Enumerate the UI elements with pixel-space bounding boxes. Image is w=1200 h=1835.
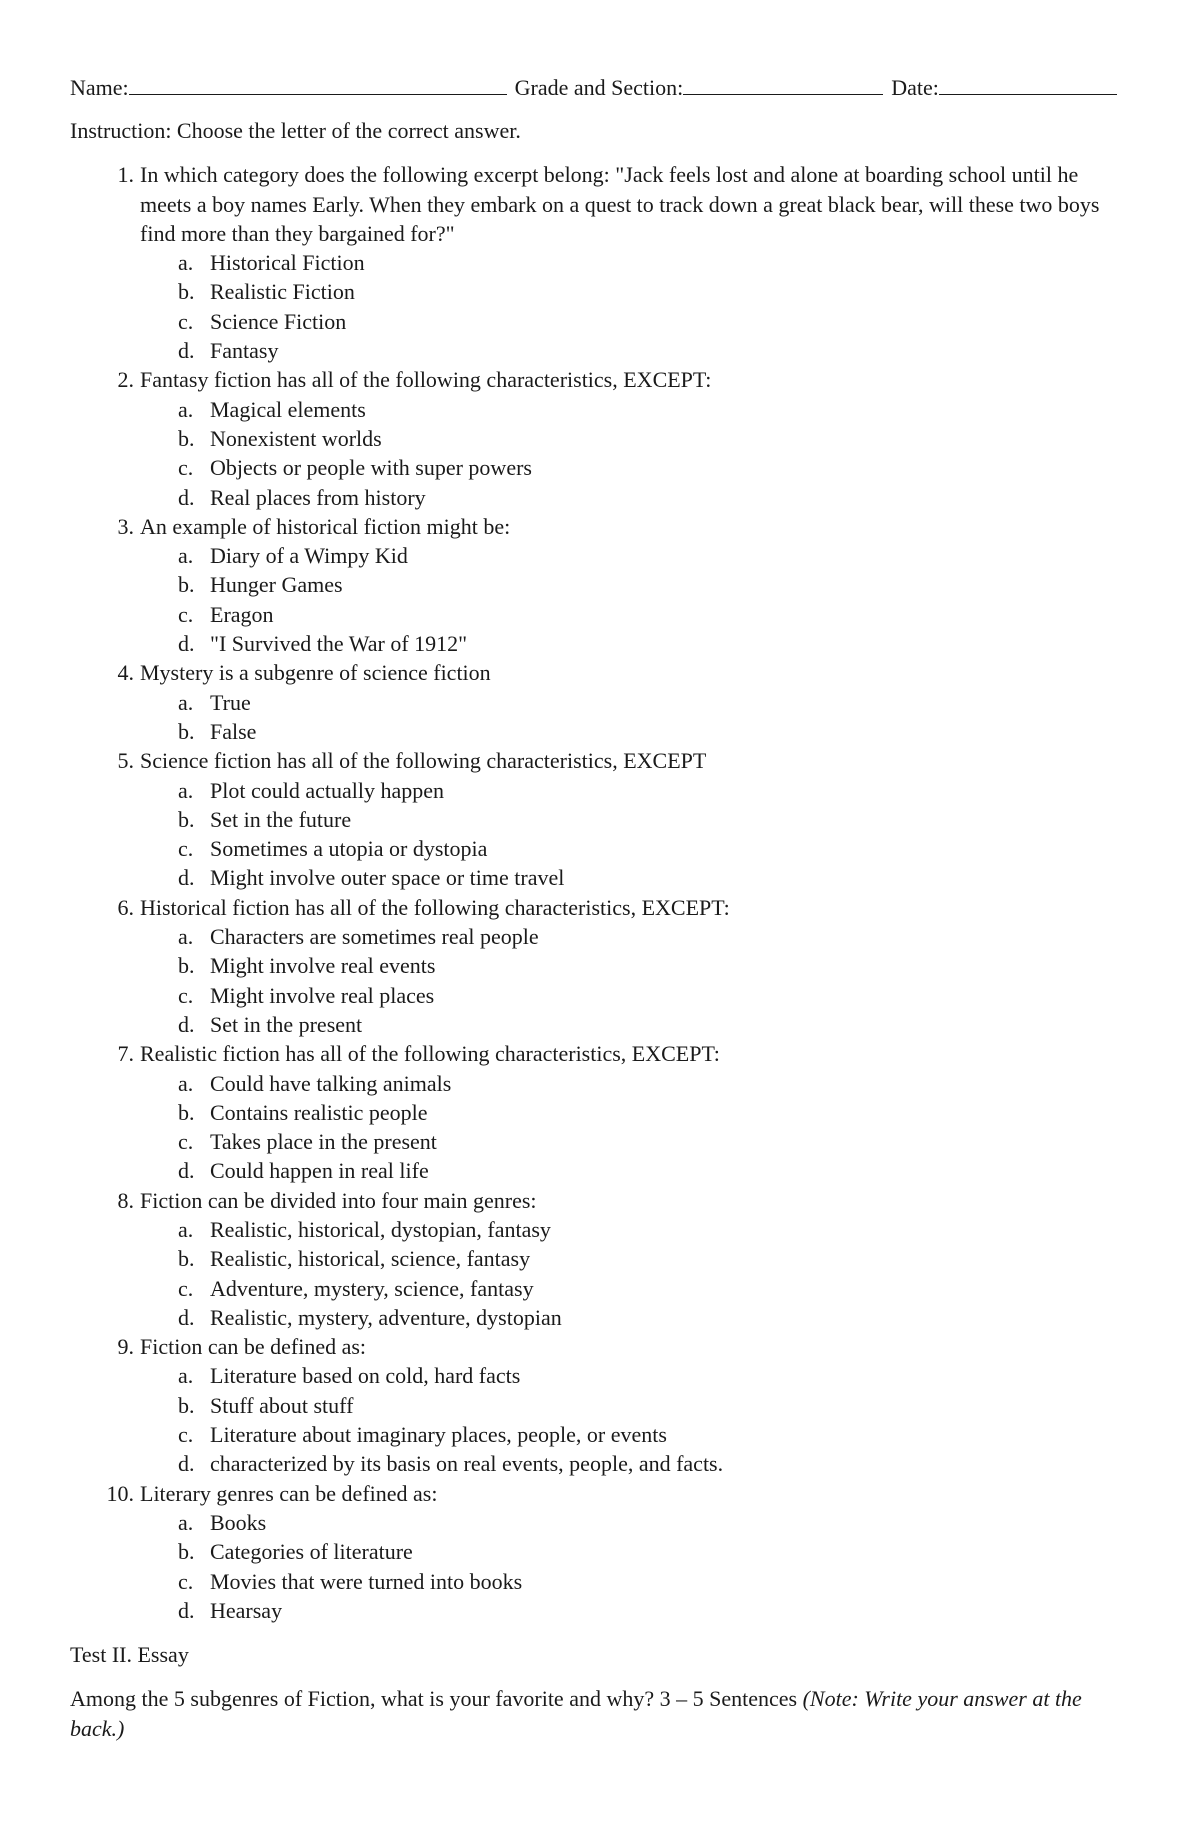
choice-letter: b. (178, 1246, 195, 1272)
choice-list (140, 688, 1132, 747)
choice-text: Characters are sometimes real people (210, 924, 539, 950)
choice-text: "I Survived the War of 1912" (210, 631, 468, 657)
choice-letter: c. (178, 455, 194, 481)
choice-item (140, 424, 1132, 453)
choice-list (140, 1069, 1132, 1186)
choice-letter: d. (178, 1011, 195, 1037)
choice-item (140, 1537, 1132, 1566)
choice-letter: d. (178, 1597, 195, 1623)
choice-text: Diary of a Wimpy Kid (210, 543, 408, 569)
choice-list (140, 1215, 1132, 1332)
choice-letter: c. (178, 601, 194, 627)
name-blank-line (129, 72, 507, 95)
choice-item (140, 453, 1132, 482)
choice-text: Set in the present (210, 1011, 363, 1037)
choice-text: Might involve outer space or time travel (210, 865, 565, 891)
question-number: 1. (117, 162, 134, 188)
choice-text: Stuff about stuff (210, 1392, 354, 1418)
question-text: Science fiction has all of the following characteristics, EXCEPT (140, 748, 707, 774)
choice-letter: c. (178, 308, 194, 334)
choice-letter: b. (178, 425, 195, 451)
question-text: Literary genres can be defined as: (140, 1480, 438, 1506)
choice-item (140, 629, 1132, 658)
choice-letter: d. (178, 1158, 195, 1184)
choice-letter: a. (178, 1070, 194, 1096)
question-item (70, 658, 1132, 746)
choice-text: characterized by its basis on real events, people, and facts. (210, 1451, 724, 1477)
choice-text: Categories of literature (210, 1539, 413, 1565)
question-item (70, 365, 1132, 511)
choice-list (140, 1508, 1132, 1625)
choice-letter: c. (178, 836, 194, 862)
question-item (70, 1039, 1132, 1185)
choice-item (140, 1420, 1132, 1449)
choice-item (140, 1098, 1132, 1127)
essay-prompt (70, 1684, 1132, 1743)
question-text: In which category does the following excerpt belong: "Jack feels lost and alone at boarding school until he meets a boy names Early. When they embark on a quest to track down a great black bear, will these two boys find more than they bargained for?" (140, 162, 1100, 246)
choice-list (140, 248, 1132, 365)
question-number: 6. (117, 894, 134, 920)
choice-list (140, 395, 1132, 512)
choice-item (140, 307, 1132, 336)
choice-text: Objects or people with super powers (210, 455, 532, 481)
choice-list (140, 1361, 1132, 1478)
choice-text: True (210, 689, 251, 715)
choice-letter: d. (178, 484, 195, 510)
choice-letter: b. (178, 806, 195, 832)
choice-letter: a. (178, 689, 194, 715)
choice-item (140, 1361, 1132, 1390)
choice-text: Realistic, mystery, adventure, dystopian (210, 1304, 562, 1330)
choice-item (140, 776, 1132, 805)
choice-item (140, 717, 1132, 746)
choice-text: Realistic Fiction (210, 279, 355, 305)
choice-item (140, 981, 1132, 1010)
question-text: Realistic fiction has all of the following characteristics, EXCEPT: (140, 1041, 720, 1067)
choice-item (140, 248, 1132, 277)
question-number: 4. (117, 660, 134, 686)
choice-item (140, 1069, 1132, 1098)
choice-item (140, 951, 1132, 980)
choice-text: Movies that were turned into books (210, 1568, 523, 1594)
choice-letter: a. (178, 250, 194, 276)
question-text: Fiction can be defined as: (140, 1334, 367, 1360)
question-number: 9. (117, 1334, 134, 1360)
choice-letter: b. (178, 572, 195, 598)
question-text: Fantasy fiction has all of the following characteristics, EXCEPT: (140, 367, 712, 393)
choice-text: Takes place in the present (210, 1129, 437, 1155)
choice-item (140, 1596, 1132, 1625)
choice-text: Fantasy (210, 338, 279, 364)
choice-letter: d. (178, 865, 195, 891)
question-number: 3. (117, 513, 134, 539)
choice-item (140, 834, 1132, 863)
choice-letter: a. (178, 1363, 194, 1389)
choice-letter: b. (178, 279, 195, 305)
choice-item (140, 395, 1132, 424)
choice-letter: b. (178, 953, 195, 979)
question-item (70, 746, 1132, 892)
choice-letter: a. (178, 1509, 194, 1535)
question-item (70, 512, 1132, 658)
choice-text: Could have talking animals (210, 1070, 452, 1096)
quiz-page (70, 72, 1132, 1743)
choice-item (140, 1508, 1132, 1537)
choice-item (140, 1244, 1132, 1273)
choice-letter: c. (178, 1422, 194, 1448)
choice-text: Science Fiction (210, 308, 347, 334)
choice-item (140, 541, 1132, 570)
choice-item (140, 1303, 1132, 1332)
question-item (70, 893, 1132, 1039)
choice-letter: b. (178, 718, 195, 744)
choice-letter: b. (178, 1539, 195, 1565)
question-text: Mystery is a subgenre of science fiction (140, 660, 491, 686)
choice-text: Sometimes a utopia or dystopia (210, 836, 488, 862)
choice-text: Historical Fiction (210, 250, 365, 276)
question-list (70, 160, 1132, 1625)
choice-item (140, 1567, 1132, 1596)
choice-letter: a. (178, 1216, 194, 1242)
choice-item (140, 805, 1132, 834)
choice-letter: b. (178, 1099, 195, 1125)
header-fields (70, 72, 1132, 101)
question-number: 2. (117, 367, 134, 393)
question-number: 7. (117, 1041, 134, 1067)
instruction-text: Instruction: Choose the letter of the correct answer. (70, 118, 521, 143)
choice-text: False (210, 718, 257, 744)
choice-text: Might involve real places (210, 982, 435, 1008)
question-item (70, 1479, 1132, 1625)
choice-text: Might involve real events (210, 953, 436, 979)
choice-item (140, 600, 1132, 629)
choice-item (140, 483, 1132, 512)
test-2-heading: Test II. Essay (70, 1642, 189, 1668)
choice-item (140, 277, 1132, 306)
question-text: An example of historical fiction might be: (140, 513, 511, 539)
essay-prompt-text: Among the 5 subgenres of Fiction, what is your favorite and why? 3 – 5 Sentences (70, 1686, 803, 1712)
choice-letter: a. (178, 777, 194, 803)
choice-text: Hearsay (210, 1597, 283, 1623)
choice-text: Set in the future (210, 806, 352, 832)
essay-note: (Note: Write your answer at the back.) (70, 1686, 1082, 1741)
choice-item (140, 1127, 1132, 1156)
choice-text: Literature about imaginary places, people, or events (210, 1422, 667, 1448)
choice-text: Nonexistent worlds (210, 425, 382, 451)
choice-letter: c. (178, 982, 194, 1008)
choice-text: Magical elements (210, 396, 366, 422)
choice-letter: c. (178, 1129, 194, 1155)
choice-list (140, 922, 1132, 1039)
choice-item (140, 863, 1132, 892)
choice-item (140, 1274, 1132, 1303)
choice-text: Hunger Games (210, 572, 343, 598)
question-number: 5. (117, 748, 134, 774)
choice-letter: b. (178, 1392, 195, 1418)
choice-letter: a. (178, 924, 194, 950)
choice-list (140, 776, 1132, 893)
question-item (70, 160, 1132, 365)
choice-letter: a. (178, 396, 194, 422)
choice-letter: d. (178, 1304, 195, 1330)
choice-text: Literature based on cold, hard facts (210, 1363, 521, 1389)
choice-item (140, 688, 1132, 717)
choice-item (140, 922, 1132, 951)
choice-item (140, 1156, 1132, 1185)
grade-section-blank-line (683, 72, 883, 95)
question-text: Historical fiction has all of the following characteristics, EXCEPT: (140, 894, 730, 920)
question-item (70, 1332, 1132, 1478)
choice-text: Adventure, mystery, science, fantasy (210, 1275, 534, 1301)
choice-text: Real places from history (210, 484, 426, 510)
question-text: Fiction can be divided into four main genres: (140, 1187, 537, 1213)
choice-text: Realistic, historical, dystopian, fantasy (210, 1216, 551, 1242)
question-number: 10. (106, 1480, 134, 1506)
choice-text: Books (210, 1509, 267, 1535)
choice-item (140, 1010, 1132, 1039)
choice-letter: c. (178, 1275, 194, 1301)
choice-item (140, 570, 1132, 599)
question-item (70, 1186, 1132, 1332)
grade-section-label: Grade and Section: (514, 75, 684, 100)
choice-text: Could happen in real life (210, 1158, 429, 1184)
choice-letter: a. (178, 543, 194, 569)
choice-letter: d. (178, 338, 195, 364)
choice-item (140, 1391, 1132, 1420)
choice-item (140, 1449, 1132, 1478)
choice-text: Realistic, historical, science, fantasy (210, 1246, 531, 1272)
choice-text: Eragon (210, 601, 274, 627)
choice-text: Plot could actually happen (210, 777, 444, 803)
choice-item (140, 1215, 1132, 1244)
choice-list (140, 541, 1132, 658)
choice-text: Contains realistic people (210, 1099, 428, 1125)
choice-letter: d. (178, 631, 195, 657)
choice-letter: d. (178, 1451, 195, 1477)
question-number: 8. (117, 1187, 134, 1213)
date-blank-line (939, 72, 1117, 95)
choice-letter: c. (178, 1568, 194, 1594)
date-label: Date: (891, 75, 939, 100)
name-label: Name: (70, 75, 129, 100)
choice-item (140, 336, 1132, 365)
